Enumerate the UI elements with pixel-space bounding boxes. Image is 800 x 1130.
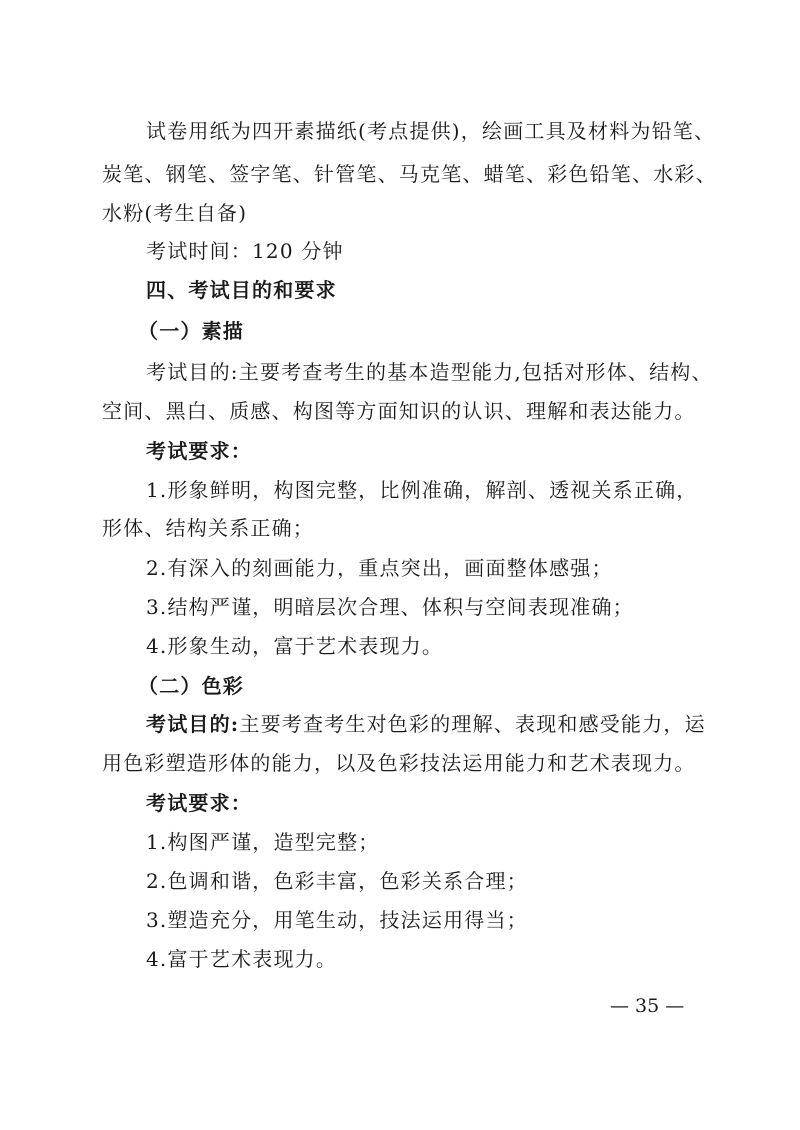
materials-line-2: 炭笔、钢笔、签字笔、针管笔、马克笔、蜡笔、彩色铅笔、水彩、 [102,162,717,186]
color-requirement-3: 3.塑造充分，用笔生动，技法运用得当； [146,908,528,932]
subheading-color: （二）色彩 [138,674,244,698]
color-requirements-title: 考试要求： [146,791,252,815]
color-requirement-1: 1.构图严谨，造型完整； [146,830,380,854]
materials-line-3: 水粉(考生自备) [102,201,248,225]
page-number: — 35 — [610,995,685,1017]
color-requirement-2: 2.色调和谐，色彩丰富，色彩关系合理； [146,869,528,893]
sketch-purpose-line-2: 空间、黑白、质感、构图等方面知识的认识、理解和表达能力。 [102,399,696,423]
sketch-purpose-line-1: 考试目的:主要考查考生的基本造型能力,包括对形体、结构、 [146,360,713,384]
color-purpose-text: 主要考查考生对色彩的理解、表现和感受能力，运 [239,712,706,736]
subheading-sketch: （一）素描 [138,319,244,343]
materials-line-1: 试卷用纸为四开素描纸(考点提供)，绘画工具及材料为铅笔、 [146,119,716,143]
sketch-requirement-1-line-2: 形体、结构关系正确； [102,516,314,540]
sketch-requirement-3: 3.结构严谨，明暗层次合理、体积与空间表现准确； [146,595,634,619]
color-purpose-line-1 [146,711,766,737]
color-purpose-label: 考试目的: [146,712,240,736]
sketch-requirements-title: 考试要求： [146,439,252,463]
section-heading-four: 四、考试目的和要求 [146,278,337,302]
sketch-requirement-2: 2.有深入的刻画能力，重点突出，画面整体感强； [146,556,613,580]
color-purpose-line-2: 用色彩塑造形体的能力，以及色彩技法运用能力和艺术表现力。 [102,751,696,775]
sketch-requirement-1-line-1: 1.形象鲜明，构图完整，比例准确，解剖、透视关系正确， [146,478,698,502]
exam-time: 考试时间：120 分钟 [146,239,344,263]
sketch-requirement-4: 4.形象生动，富于艺术表现力。 [146,634,444,658]
color-requirement-4: 4.富于艺术表现力。 [146,947,338,971]
